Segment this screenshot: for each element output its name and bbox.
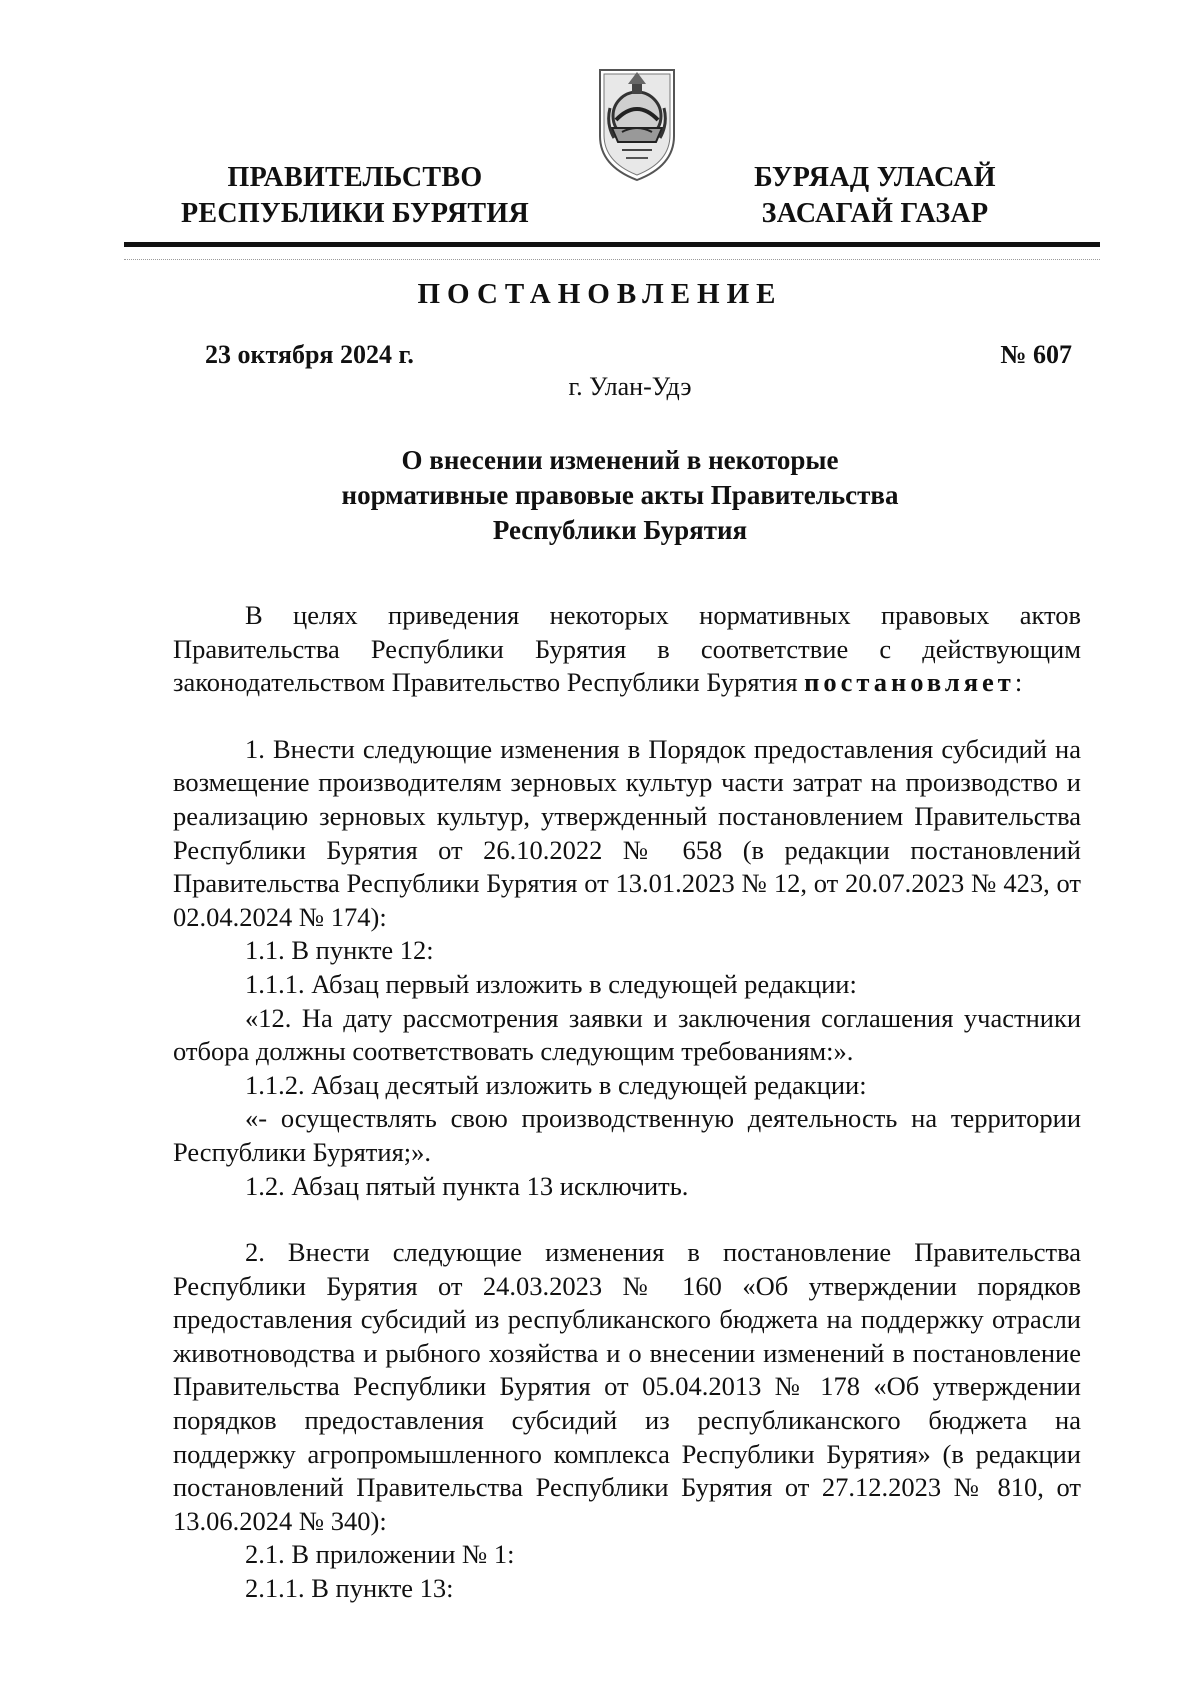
paragraph-1-1-1: 1.1.1. Абзац первый изложить в следующей редакции: (245, 968, 857, 999)
government-name-buryat (720, 160, 1030, 232)
title-line-2: нормативные правовые акты Правительства (341, 480, 899, 510)
paragraph-2: 2. Внести следующие изменения в постановление Правительства Республики Бурятия от 24.03.2023 № 160 «Об утверждении порядков предоставления субсидий из республиканского бюджета на поддержку отрасли животноводства и рыбного хозяйства и о внесении изменений в постановление Правительства Республики Бурятия от 05.04.2013 № 178 «Об утверждении порядков предоставления субсидий из республиканского бюджета на поддержку агропромышленного комплекса Республики Бурятия» (в редакции постановлений Правительства Республики Бурятия от 27.12.2023 № 810, от 13.06.2024 № 340): (173, 1237, 1081, 1536)
paragraph-1: 1. Внести следующие изменения в Порядок предоставления субсидий на возмещение производителям зерновых культур части затрат на производство и реализацию зерновых культур, утвержденный постановлением Правительства Республики Бурятия от 26.10.2022 № 658 (в редакции постановлений Правительства Республики Бурятия от 13.01.2023 № 12, от 20.07.2023 № 423, от 02.04.2024 № 174): (173, 733, 1081, 932)
paragraph-intro (173, 599, 1081, 700)
paragraph-1-1-2-quote: «- осуществлять свою производственную деятельность на территории Республики Бурятия;». (173, 1103, 1081, 1167)
paragraph-1-1: 1.1. В пункте 12: (245, 935, 434, 966)
document-title (240, 443, 1000, 548)
document-date: 23 октября 2024 г. (205, 340, 414, 369)
header-divider-thin (124, 259, 1100, 260)
government-name-russian (165, 160, 545, 232)
document-place: г. Улан-Удэ (568, 372, 692, 401)
header-left-line1: ПРАВИТЕЛЬСТВО (227, 162, 483, 193)
header-right-line1: БУРЯАД УЛАСАЙ (754, 162, 996, 193)
document-type: ПОСТАНОВЛЕНИЕ (417, 278, 783, 310)
paragraph-1-2: 1.2. Абзац пятый пункта 13 исключить. (245, 1170, 689, 1201)
paragraph-2-1: 2.1. В приложении № 1: (245, 1539, 515, 1570)
intro-keyword: постановляет (804, 667, 1015, 698)
header-divider-thick (124, 242, 1100, 247)
paragraph-2-1-1: 2.1.1. В пункте 13: (245, 1573, 454, 1604)
intro-end: : (1014, 667, 1023, 698)
document-number: № 607 (1000, 340, 1072, 369)
header-left-line2: РЕСПУБЛИКИ БУРЯТИЯ (181, 198, 529, 229)
paragraph-1-1-1-quote: «12. На дату рассмотрения заявки и заключения соглашения участники отбора должны соответствовать следующим требованиям:». (173, 1002, 1081, 1067)
title-line-3: Республики Бурятия (492, 515, 748, 545)
header-right-line2: ЗАСАГАЙ ГАЗАР (761, 198, 989, 229)
paragraph-1-1-2: 1.1.2. Абзац десятый изложить в следующей редакции: (245, 1069, 867, 1100)
title-line-1: О внесении изменений в некоторые (401, 445, 839, 475)
coat-of-arms-icon (592, 58, 682, 183)
document-body (173, 599, 1081, 1606)
intro-text: В целях приведения некоторых нормативных правовых актов Правительства Республики Бурятия в соответствие с действующим законодательством Правительство Республики Бурятия (173, 600, 1081, 698)
